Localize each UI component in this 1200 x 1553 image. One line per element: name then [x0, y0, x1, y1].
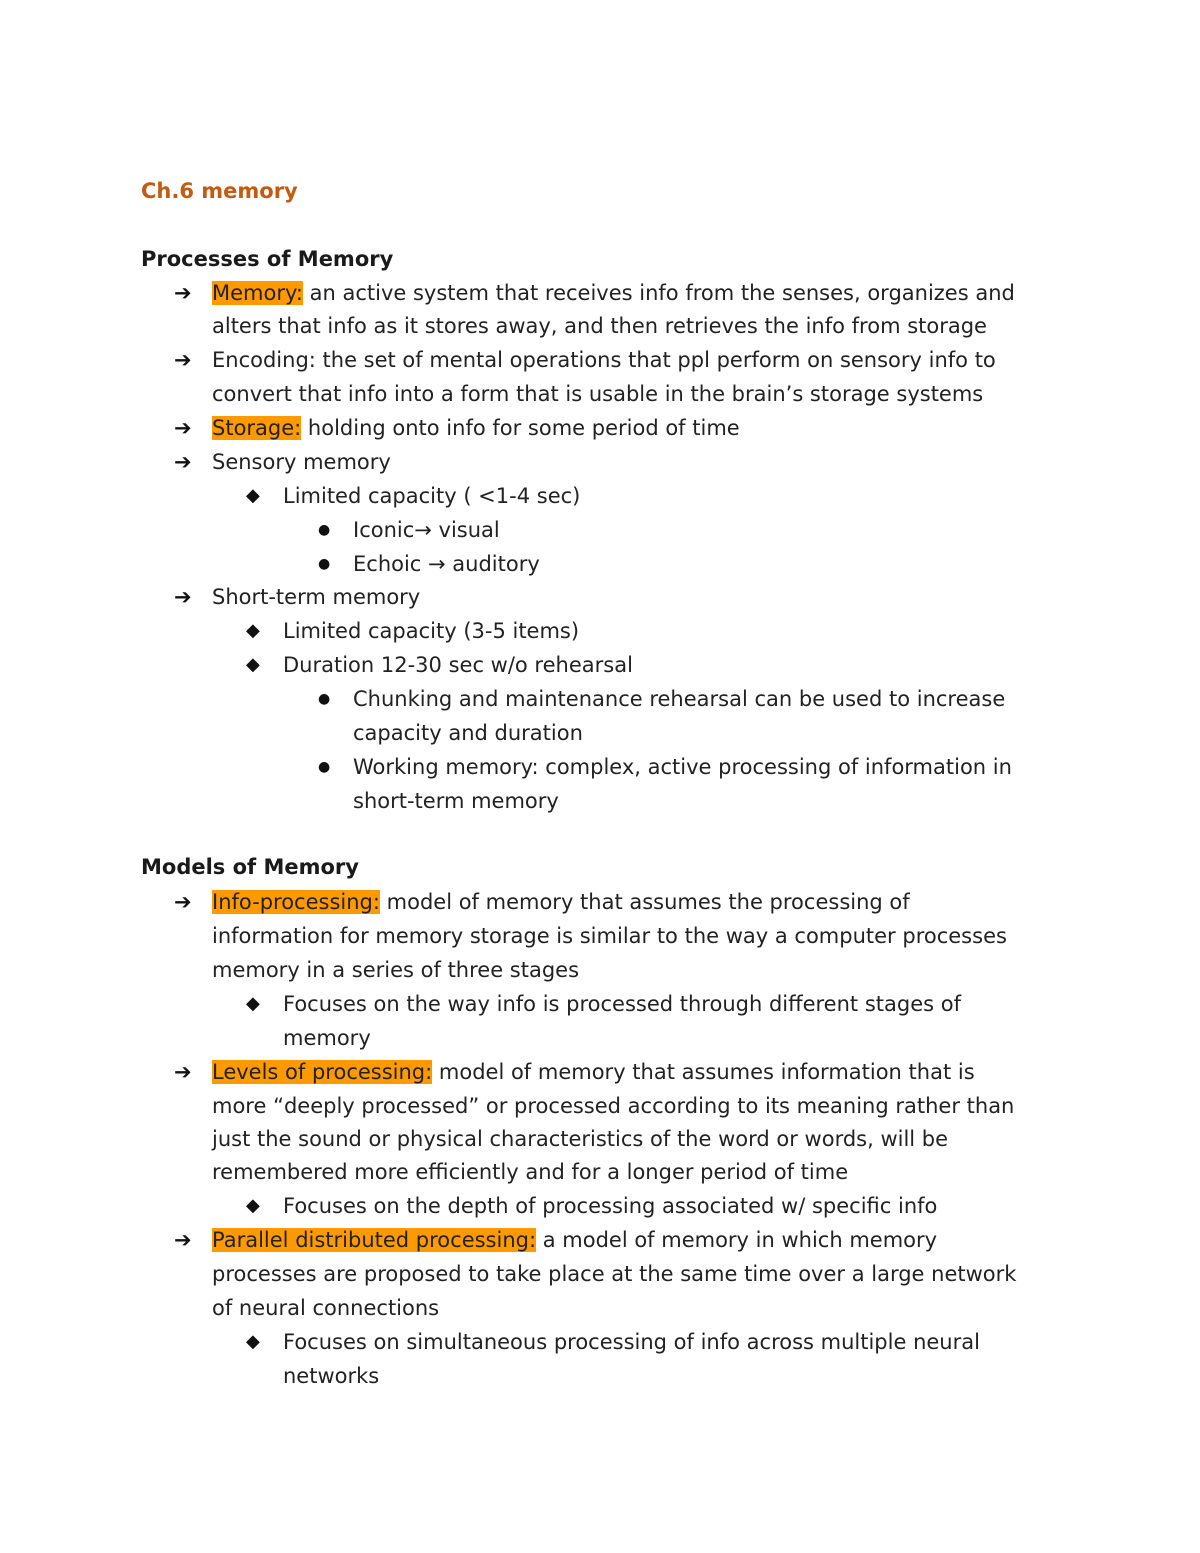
definition-continuation: just the sound or physical characteristics of the word or words, will be — [212, 1127, 949, 1151]
definition-continuation: of neural connections — [212, 1296, 440, 1320]
arrow-bullet-icon: ➔ — [174, 450, 192, 474]
diamond-bullet-icon: ◆ — [246, 654, 260, 675]
definition-text: holding onto info for some period of time — [301, 416, 740, 440]
highlighted-term: Memory: — [212, 281, 303, 305]
definition-continuation: convert that info into a form that is usable in the brain’s storage systems — [212, 382, 984, 406]
list-item-levels-of-processing — [212, 1057, 975, 1087]
definition-continuation: information for memory storage is similar to the way a computer processes — [212, 924, 1007, 948]
dot-bullet-icon: ● — [318, 759, 331, 775]
definition-continuation: memory in a series of three stages — [212, 958, 580, 982]
definition-continuation: networks — [283, 1364, 380, 1388]
definition-continuation: more “deeply processed” or processed according to its meaning rather than — [212, 1094, 1015, 1118]
sub-sub-item-iconic: Iconic→ visual — [353, 518, 500, 542]
definition-text: model of memory that assumes information that is — [432, 1060, 975, 1084]
sub-sub-item-working-memory: Working memory: complex, active processing of information in — [353, 755, 1012, 779]
list-item-short-term-memory: Short-term memory — [212, 585, 421, 609]
arrow-bullet-icon: ➔ — [174, 348, 192, 372]
definition-text: a model of memory in which memory — [536, 1228, 938, 1252]
highlighted-term: Parallel distributed processing: — [212, 1228, 537, 1252]
arrow-bullet-icon: ➔ — [174, 281, 192, 305]
document-title: Ch.6 memory — [141, 179, 298, 203]
sub-item-pdp-focus: Focuses on simultaneous processing of info across multiple neural — [283, 1330, 980, 1354]
list-item-info-processing — [212, 887, 910, 917]
dot-bullet-icon: ● — [318, 556, 331, 572]
sub-sub-item-echoic: Echoic → auditory — [353, 552, 540, 576]
sub-item-info-focus: Focuses on the way info is processed through different stages of — [283, 992, 961, 1016]
sub-item-levels-focus: Focuses on the depth of processing associated w/ specific info — [283, 1194, 938, 1218]
diamond-bullet-icon: ◆ — [246, 620, 260, 641]
diamond-bullet-icon: ◆ — [246, 485, 260, 506]
arrow-bullet-icon: ➔ — [174, 890, 192, 914]
definition-continuation: short-term memory — [353, 789, 559, 813]
section-heading-processes: Processes of Memory — [141, 247, 394, 271]
section-heading-models: Models of Memory — [141, 855, 359, 879]
diamond-bullet-icon: ◆ — [246, 993, 260, 1014]
highlighted-term: Info-processing: — [212, 890, 380, 914]
definition-continuation: processes are proposed to take place at the same time over a large network — [212, 1262, 1017, 1286]
highlighted-term: Levels of processing: — [212, 1060, 433, 1084]
list-item-sensory-memory: Sensory memory — [212, 450, 391, 474]
diamond-bullet-icon: ◆ — [246, 1195, 260, 1216]
sub-item-st-capacity: Limited capacity (3-5 items) — [283, 619, 580, 643]
list-item-memory — [212, 278, 1015, 308]
sub-sub-item-chunking: Chunking and maintenance rehearsal can be used to increase — [353, 687, 1006, 711]
definition-continuation: capacity and duration — [353, 721, 583, 745]
dot-bullet-icon: ● — [318, 522, 331, 538]
list-item-encoding: Encoding: the set of mental operations that ppl perform on sensory info to — [212, 348, 996, 372]
list-item-storage — [212, 413, 740, 443]
arrow-bullet-icon: ➔ — [174, 416, 192, 440]
definition-continuation: remembered more efficiently and for a longer period of time — [212, 1160, 849, 1184]
dot-bullet-icon: ● — [318, 691, 331, 707]
sub-item-sensory-capacity: Limited capacity ( <1-4 sec) — [283, 484, 581, 508]
definition-continuation: alters that info as it stores away, and then retrieves the info from storage — [212, 314, 987, 338]
arrow-bullet-icon: ➔ — [174, 585, 192, 609]
arrow-bullet-icon: ➔ — [174, 1228, 192, 1252]
sub-item-st-duration: Duration 12-30 sec w/o rehearsal — [283, 653, 633, 677]
definition-text: model of memory that assumes the processing of — [379, 890, 910, 914]
list-item-parallel-distributed-processing — [212, 1225, 937, 1255]
arrow-bullet-icon: ➔ — [174, 1060, 192, 1084]
definition-text: an active system that receives info from the senses, organizes and — [302, 281, 1015, 305]
definition-continuation: memory — [283, 1026, 371, 1050]
highlighted-term: Storage: — [212, 416, 302, 440]
diamond-bullet-icon: ◆ — [246, 1331, 260, 1352]
